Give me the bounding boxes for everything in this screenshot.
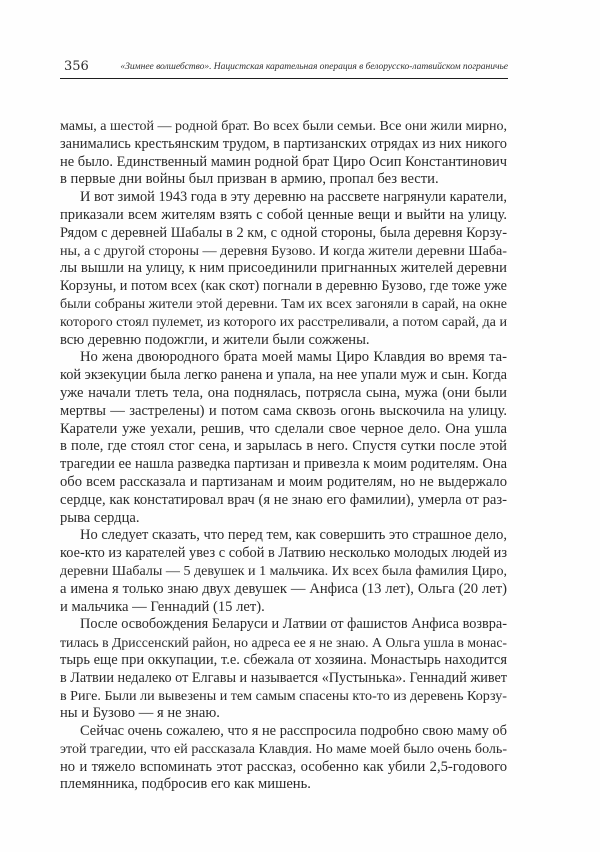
text-line: Сейчас очень сожалею, что я не расспросила подробно свою маму об <box>80 723 507 740</box>
text-line: этой трагедии, что ей рассказала Клавдия. Но маме моей было очень боль- <box>60 740 507 757</box>
text-line: После освобождения Беларуси и Латвии от фашистов Анфиса возвра- <box>80 616 507 633</box>
text-line: в первые дни войны был призван в армию, пропал без вести. <box>60 171 439 188</box>
page-number: 356 <box>64 59 89 74</box>
text-line: всю деревню подожгли, и жители были сожжены. <box>60 331 370 348</box>
text-line: уже начали тлеть тела, она поднялась, потрясла сына, мужа (они были <box>60 384 507 401</box>
text-line: обо всем рассказала и партизанам и моим родителям, но не выдержало <box>60 473 507 490</box>
paragraph <box>60 189 507 349</box>
paragraph <box>60 723 507 794</box>
text-line: деревни Шабалы — 5 девушек и 1 мальчика. Их всех была фамилия Циро, <box>60 562 507 579</box>
text-line: в Риге. Были ли вывезены и тем самым спасены кто-то из деревень Корзу- <box>60 687 507 704</box>
running-title: «Зимнее волшебство». Нацистская карательная операция в белорусско-латвийском пограничье <box>120 61 508 72</box>
text-line: ны, а с другой стороны — деревня Бузово. И когда жители деревни Шаба- <box>60 242 507 259</box>
text-line: и мальчика — Геннадий (15 лет). <box>60 598 265 615</box>
text-line: тырь еще при оккупации, т.е. сбежала от хозяина. Монастырь находится <box>60 651 507 668</box>
running-header <box>60 58 508 78</box>
text-line: ны и Бузово — я не знаю. <box>60 705 220 722</box>
paragraph <box>60 118 507 189</box>
text-line: занимались крестьянским трудом, в партизанских отрядах из них никого <box>60 135 507 152</box>
text-line: Корзуны, и потом всех (как скот) погнали в деревню Бузово, где тоже уже <box>60 278 507 295</box>
text-line: лы вышли на улицу, к ним присоединили пригнанных жителей деревни <box>60 260 507 277</box>
text-line: мертвы — застрелены) и потом сама сквозь огонь выскочила на улицу. <box>60 402 507 419</box>
text-line: в поле, где стоял стог сена, и зарылась в него. Спустя сутки после этой <box>60 438 507 455</box>
text-line: тилась в Дриссенский район, но адреса ее я не знаю. А Ольга ушла в монас- <box>60 635 507 651</box>
text-line: кое-кто из карателей увез с собой в Латвию несколько молодых людей из <box>60 545 507 562</box>
text-line: рыва сердца. <box>60 509 140 526</box>
paragraph <box>60 527 507 616</box>
text-line: Рядом с деревней Шабалы в 2 км, с одной стороны, была деревня Корзу- <box>60 224 507 241</box>
text-line: а имена я только знаю двух девушек — Анфиса (13 лет), Ольга (20 лет) <box>60 580 507 597</box>
text-line: в Латвии недалеко от Елгавы и называется «Пустынька». Геннадий живет <box>60 669 507 686</box>
paragraph <box>60 616 507 723</box>
text-line: приказали всем жителям взять с собой ценные вещи и выйти на улицу. <box>60 206 507 223</box>
text-line: Но жена двоюродного брата моей мамы Циро Клавдия во время та- <box>80 349 507 366</box>
text-line: племянника, подбросив его как мишень. <box>60 776 311 793</box>
text-line: мамы, а шестой — родной брат. Во всех были семьи. Все они жили мирно, <box>60 119 507 134</box>
text-line: Но следует сказать, что перед тем, как совершить это страшное дело, <box>80 527 507 544</box>
text-line: сердце, как констатировал врач (я не знаю его фамилии), умерла от раз- <box>60 491 507 508</box>
text-line: Каратели уже уехали, решив, что сделали свое черное дело. Она ушла <box>60 420 507 437</box>
text-line: И вот зимой 1943 года в эту деревню на рассвете нагрянули каратели, <box>80 189 507 206</box>
text-line: трагедии ее нашла разведка партизан и привезла к моим родителям. Она <box>60 456 507 473</box>
text-line: кой экзекуции была легко ранена и упала, на нее упали муж и сын. Когда <box>60 367 507 384</box>
text-line: не было. Единственный мамин родной брат Циро Осип Константинович <box>60 153 507 170</box>
body-text <box>60 118 507 794</box>
text-line: были собраны жители этой деревни. Там их всех загоняли в сарай, на окне <box>60 296 507 312</box>
text-line: которого стоял пулемет, из которого их расстреливали, а потом сарай, да и <box>60 313 508 330</box>
text-line: но и тяжело вспоминать этот рассказ, особенно как убили 2,5-годового <box>60 758 507 775</box>
paragraph <box>60 349 507 527</box>
header-rule <box>60 78 508 79</box>
